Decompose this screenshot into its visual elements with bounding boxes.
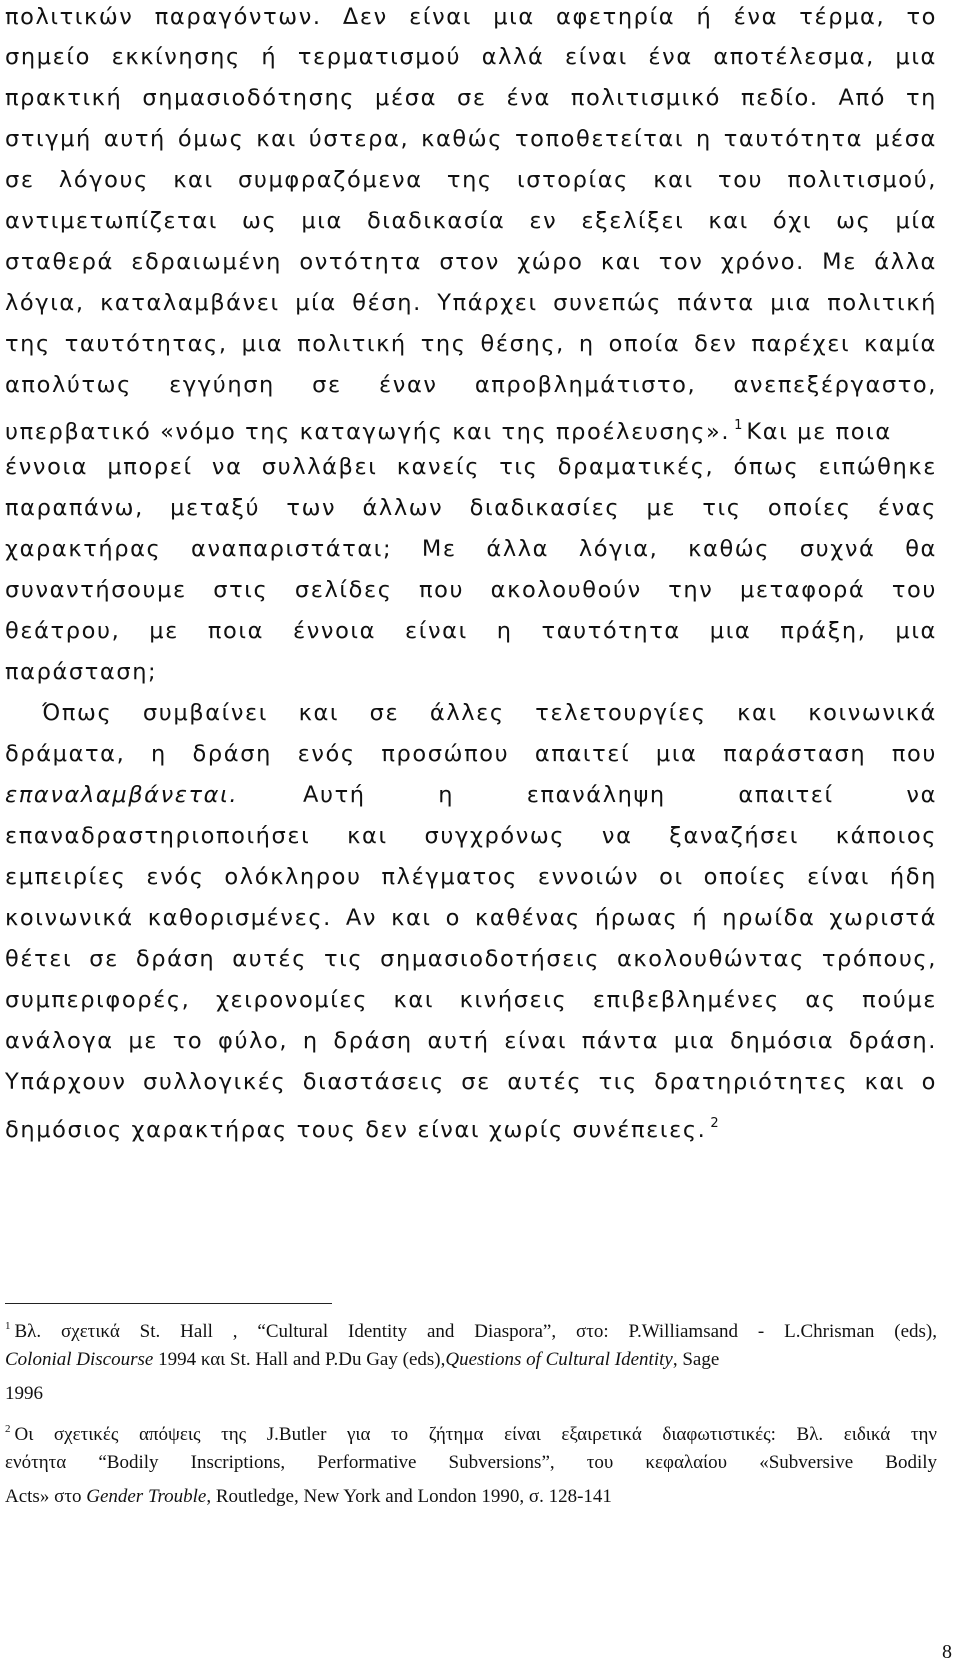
body-text: δημόσιος χαρακτήρας τους δεν είναι χωρίς συνέπειες.: [5, 1117, 707, 1143]
footnote-2-line: [5, 1484, 937, 1510]
footnote-divider: [5, 1303, 332, 1304]
footnote-2-line: ενότητα “Bodily Inscriptions, Performative Subversions”, του κεφαλαίου «Subversive Bodily: [5, 1452, 937, 1473]
body-line-with-footnote: [5, 1109, 937, 1143]
body-line: της ταυτότητας, μια πολιτική της θέσης, η οποία δεν παρέχει καμία: [5, 331, 937, 357]
footnote-reference-2[interactable]: 2: [710, 1116, 719, 1131]
body-line: σημείο εκκίνησης ή τερματισμού αλλά είναι ένα αποτέλεσμα, μια: [5, 44, 937, 70]
footnote-mark: 2: [5, 1423, 11, 1435]
body-line: απολύτως εγγύηση σε έναν απροβλημάτιστο, ανεπεξέργαστο,: [5, 372, 937, 398]
body-line: λόγια, καταλαμβάνει μία θέση. Υπάρχει συνεπώς πάντα μια πολιτική: [5, 290, 937, 316]
citation-title: Colonial Discourse: [5, 1349, 154, 1370]
footnote-1-line: [5, 1313, 937, 1342]
footnote-mark: 1: [5, 1320, 11, 1332]
body-line: παραπάνω, μεταξύ των άλλων διαδικασίες με τις οποίες ένας: [5, 495, 937, 521]
body-line-split: [5, 780, 937, 810]
body-line: θέτει σε δράση αυτές τις σημασιοδοτήσεις ακολουθώντας τρόπους,: [5, 946, 937, 972]
body-line: συμπεριφορές, χειρονομίες και κινήσεις επιβεβλημένες ας πούμε: [5, 987, 937, 1013]
body-line: σταθερά εδραιωμένη οντότητα στον χώρο και τον χρόνο. Με άλλα: [5, 249, 937, 275]
footnote-text: , Sage: [672, 1349, 720, 1370]
body-line: έννοια μπορεί να συλλάβει κανείς τις δραματικές, όπως ειπώθηκε: [5, 454, 937, 480]
footnote-text: Acts» στο: [5, 1486, 87, 1507]
footnote-text: , Routledge, New York and London 1990, σ. 128-141: [206, 1486, 612, 1507]
body-line: επαναδραστηριοποιήσει και συγχρόνως να ξαναζήσει κάποιος: [5, 823, 937, 849]
body-line: πολιτικών παραγόντων. Δεν είναι μια αφετηρία ή ένα τέρμα, το: [5, 4, 937, 30]
citation-title: Gender Trouble: [86, 1486, 207, 1507]
body-line: συναντήσουμε στις σελίδες που ακολουθούν την μεταφορά του: [5, 577, 937, 603]
footnote-reference-1[interactable]: 1: [734, 418, 743, 433]
body-line: σε λόγους και συμφραζόμενα της ιστορίας και του πολιτισμού,: [5, 167, 937, 193]
body-line: Υπάρχουν συλλογικές διαστάσεις σε αυτές τις δρατηριότητες και ο: [5, 1069, 937, 1095]
body-line: στιγμή αυτή όμως και ύστερα, καθώς τοποθετείται η ταυτότητα μέσα: [5, 126, 937, 152]
footnote-2-line: [5, 1416, 937, 1445]
body-line: ανάλογα με το φύλο, η δράση αυτή είναι πάντα μια δημόσια δράση.: [5, 1028, 937, 1054]
page-number: 8: [942, 1641, 952, 1663]
body-line: κοινωνικά καθορισμένες. Αν και ο καθένας ήρωας ή ηρωίδα χωριστά: [5, 905, 937, 931]
footnote-text: 1994 και St. Hall and P.Du Gay (eds),: [153, 1349, 446, 1370]
footnote-text: Βλ. σχετικά St. Hall , “Cultural Identity and Diaspora”, στο: P.Williamsand - L.Chrisman (eds),: [14, 1321, 937, 1342]
footnote-1-line: [5, 1347, 937, 1373]
body-line: αντιμετωπίζεται ως μια διαδικασία εν εξελίξει και όχι ως μία: [5, 208, 937, 234]
body-line: χαρακτήρας αναπαριστάται; Με άλλα λόγια, καθώς συχνά θα: [5, 536, 937, 562]
body-text: υπερβατικό «νόμο της καταγωγής και της προέλευσης».: [5, 419, 731, 445]
body-line: εμπειρίες ενός ολόκληρου πλέγματος εννοιών οι οποίες είναι ήδη: [5, 864, 937, 890]
footnote-text: Οι σχετικές απόψεις της J.Butler για το ζήτημα είναι εξαιρετικά διαφωτιστικές: Βλ. ειδικά την: [14, 1424, 937, 1445]
body-line-with-footnote: [5, 411, 937, 445]
body-line: δράματα, η δράση ενός προσώπου απαιτεί μια παράσταση που: [5, 741, 937, 767]
body-line: παράσταση;: [5, 659, 158, 685]
body-text: Αυτή η επανάληψη απαιτεί να: [303, 782, 937, 808]
body-line: πρακτική σημασιοδότησης μέσα σε ένα πολιτισμικό πεδίο. Από τη: [5, 85, 937, 111]
body-text: Και με ποια: [746, 419, 892, 445]
body-line: θεάτρου, με ποια έννοια είναι η ταυτότητα μια πράξη, μια: [5, 618, 937, 644]
emphasis-text: επαναλαμβάνεται.: [5, 782, 239, 808]
body-line-indented: Όπως συμβαίνει και σε άλλες τελετουργίες και κοινωνικά: [42, 700, 937, 726]
citation-title: Questions of Cultural Identity: [445, 1349, 673, 1370]
footnote-1-line: 1996: [5, 1383, 43, 1404]
